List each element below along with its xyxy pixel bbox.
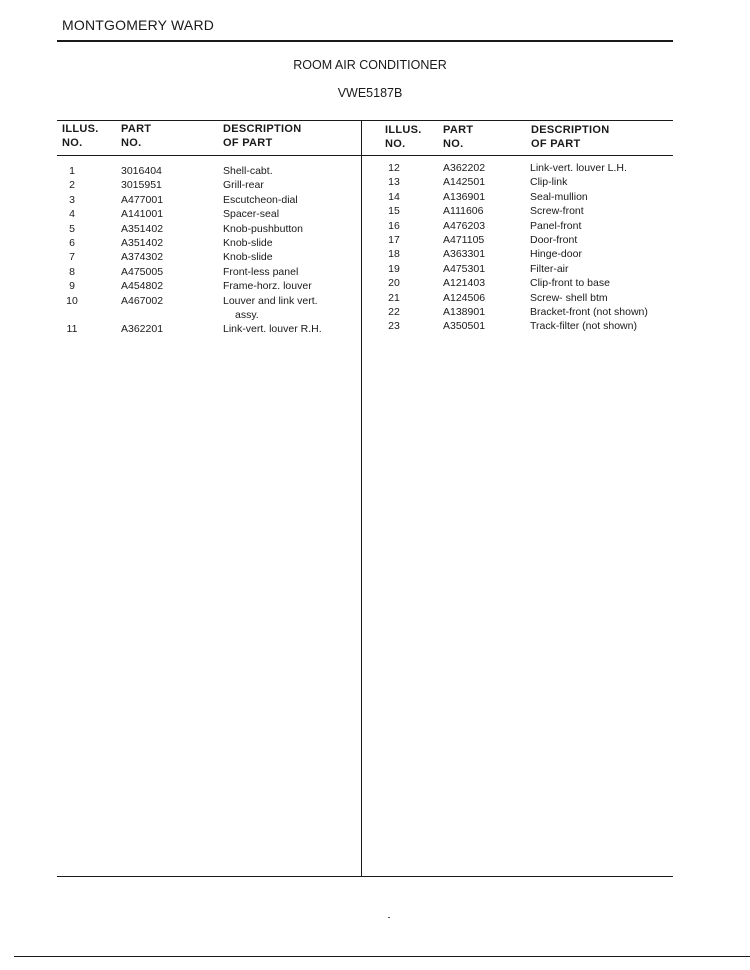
table-row: 23 (388, 320, 400, 333)
table-row: 18 (388, 248, 400, 261)
table-row: 14 (388, 190, 400, 203)
header-desc-label: DESCRIPTION (531, 124, 610, 136)
table-row: 10 (66, 294, 78, 307)
header-bottom-rule (57, 155, 673, 156)
table-row: Screw-front (530, 205, 584, 218)
header-desc-of-label: OF PART (531, 138, 581, 150)
left-header-part (121, 122, 151, 150)
table-row: Frame-horz. louver (223, 280, 312, 293)
right-illus-column (378, 161, 410, 334)
page-bottom-rule (14, 956, 750, 957)
table-row: 7 (69, 251, 75, 264)
table-row: Panel-front (530, 219, 582, 232)
table-row: A142501 (443, 176, 486, 189)
table-row: 12 (388, 162, 400, 174)
brand-name: MONTGOMERY WARD (62, 17, 215, 33)
table-row: A362201 (121, 323, 164, 336)
table-row: 11 (66, 323, 78, 336)
table-row: 9 (69, 280, 75, 293)
table-row: Track-filter (not shown) (530, 320, 637, 333)
table-row: A121403 (443, 277, 486, 290)
table-row: Knob-slide (223, 236, 273, 249)
table-row: assy. (235, 308, 259, 321)
header-part-no-label: NO. (121, 137, 142, 149)
table-row: Clip-link (530, 176, 568, 189)
header-illus-label: ILLUS. (62, 123, 99, 135)
table-row: Louver and link vert. (223, 294, 318, 307)
table-row: A454802 (121, 280, 164, 293)
table-row: 16 (388, 219, 400, 232)
table-row: Grill-rear (223, 179, 264, 192)
table-row: A351402 (121, 236, 164, 249)
table-row: A141001 (121, 208, 164, 221)
table-row: Escutcheon-dial (223, 193, 298, 206)
table-row: Knob-pushbutton (223, 222, 303, 235)
table-row: 3016404 (121, 165, 162, 177)
table-row: 4 (69, 208, 75, 221)
table-row: Bracket-front (not shown) (530, 305, 648, 318)
right-header-illus (385, 123, 422, 151)
table-row: 21 (388, 291, 400, 304)
table-row: 3015951 (121, 179, 162, 192)
table-row: Screw- shell btm (530, 291, 608, 304)
table-row: A475301 (443, 262, 486, 275)
table-row: Front-less panel (223, 265, 299, 278)
table-row: 22 (388, 305, 400, 318)
table-row: A363301 (443, 248, 486, 261)
table-row: A471105 (443, 233, 485, 246)
table-row: 17 (388, 233, 400, 246)
right-desc-column (530, 161, 648, 334)
table-row: 6 (69, 236, 75, 249)
table-bottom-rule (57, 876, 673, 877)
table-row: Knob-slide (223, 251, 273, 264)
header-part-label: PART (121, 123, 152, 135)
right-part-column (443, 161, 485, 334)
table-row: A476203 (443, 219, 486, 232)
table-row: A124506 (443, 291, 486, 304)
header-rule (57, 40, 673, 42)
table-row (56, 308, 88, 322)
header-part-no-label: NO. (443, 138, 464, 150)
table-row: Link-vert. louver R.H. (223, 323, 322, 336)
model-number: VWE5187B (337, 86, 403, 100)
table-row: A467002 (121, 294, 164, 307)
table-row: A138901 (443, 305, 486, 318)
left-header-illus (62, 122, 99, 150)
table-row: 8 (69, 265, 75, 278)
left-header-desc (223, 122, 301, 150)
header-part-label: PART (443, 124, 474, 136)
header-desc-label: DESCRIPTION (223, 123, 302, 135)
table-row: Shell-cabt. (223, 165, 273, 177)
left-illus-column (56, 164, 88, 337)
left-desc-column (223, 164, 322, 337)
right-header-desc (531, 123, 609, 151)
table-row: 1 (69, 165, 75, 177)
column-divider (361, 121, 362, 876)
header-illus-label: ILLUS. (385, 124, 422, 136)
table-row: Filter-air (530, 262, 569, 275)
table-top-rule (57, 120, 673, 121)
table-row: A374302 (121, 251, 164, 264)
table-row: 5 (69, 222, 75, 235)
table-row: A475005 (121, 265, 164, 278)
table-row: A477001 (121, 193, 164, 206)
table-row: A350501 (443, 320, 486, 333)
table-row: A111606 (443, 205, 484, 218)
table-row: Door-front (530, 233, 578, 246)
header-illus-no-label: NO. (385, 138, 406, 150)
table-row: Link-vert. louver L.H. (530, 162, 627, 174)
table-row: Spacer-seal (223, 208, 280, 221)
table-row: A136901 (443, 190, 486, 203)
right-header-part (443, 123, 473, 151)
table-row: Clip-front to base (530, 277, 610, 290)
table-row: 19 (388, 262, 400, 275)
left-part-column (121, 164, 163, 337)
table-row: 15 (388, 205, 400, 218)
document-title: ROOM AIR CONDITIONER (293, 58, 447, 72)
table-row: A362202 (443, 162, 486, 174)
table-row: 13 (388, 176, 400, 189)
table-row: 20 (388, 277, 400, 290)
header-desc-of-label: OF PART (223, 137, 273, 149)
table-row: 2 (69, 179, 75, 192)
table-row: A351402 (121, 222, 164, 235)
table-row: Seal-mullion (530, 190, 588, 203)
table-row: Hinge-door (530, 248, 582, 261)
scan-speck (388, 917, 390, 918)
header-illus-no-label: NO. (62, 137, 83, 149)
table-row (121, 308, 163, 322)
table-row: 3 (69, 193, 75, 206)
